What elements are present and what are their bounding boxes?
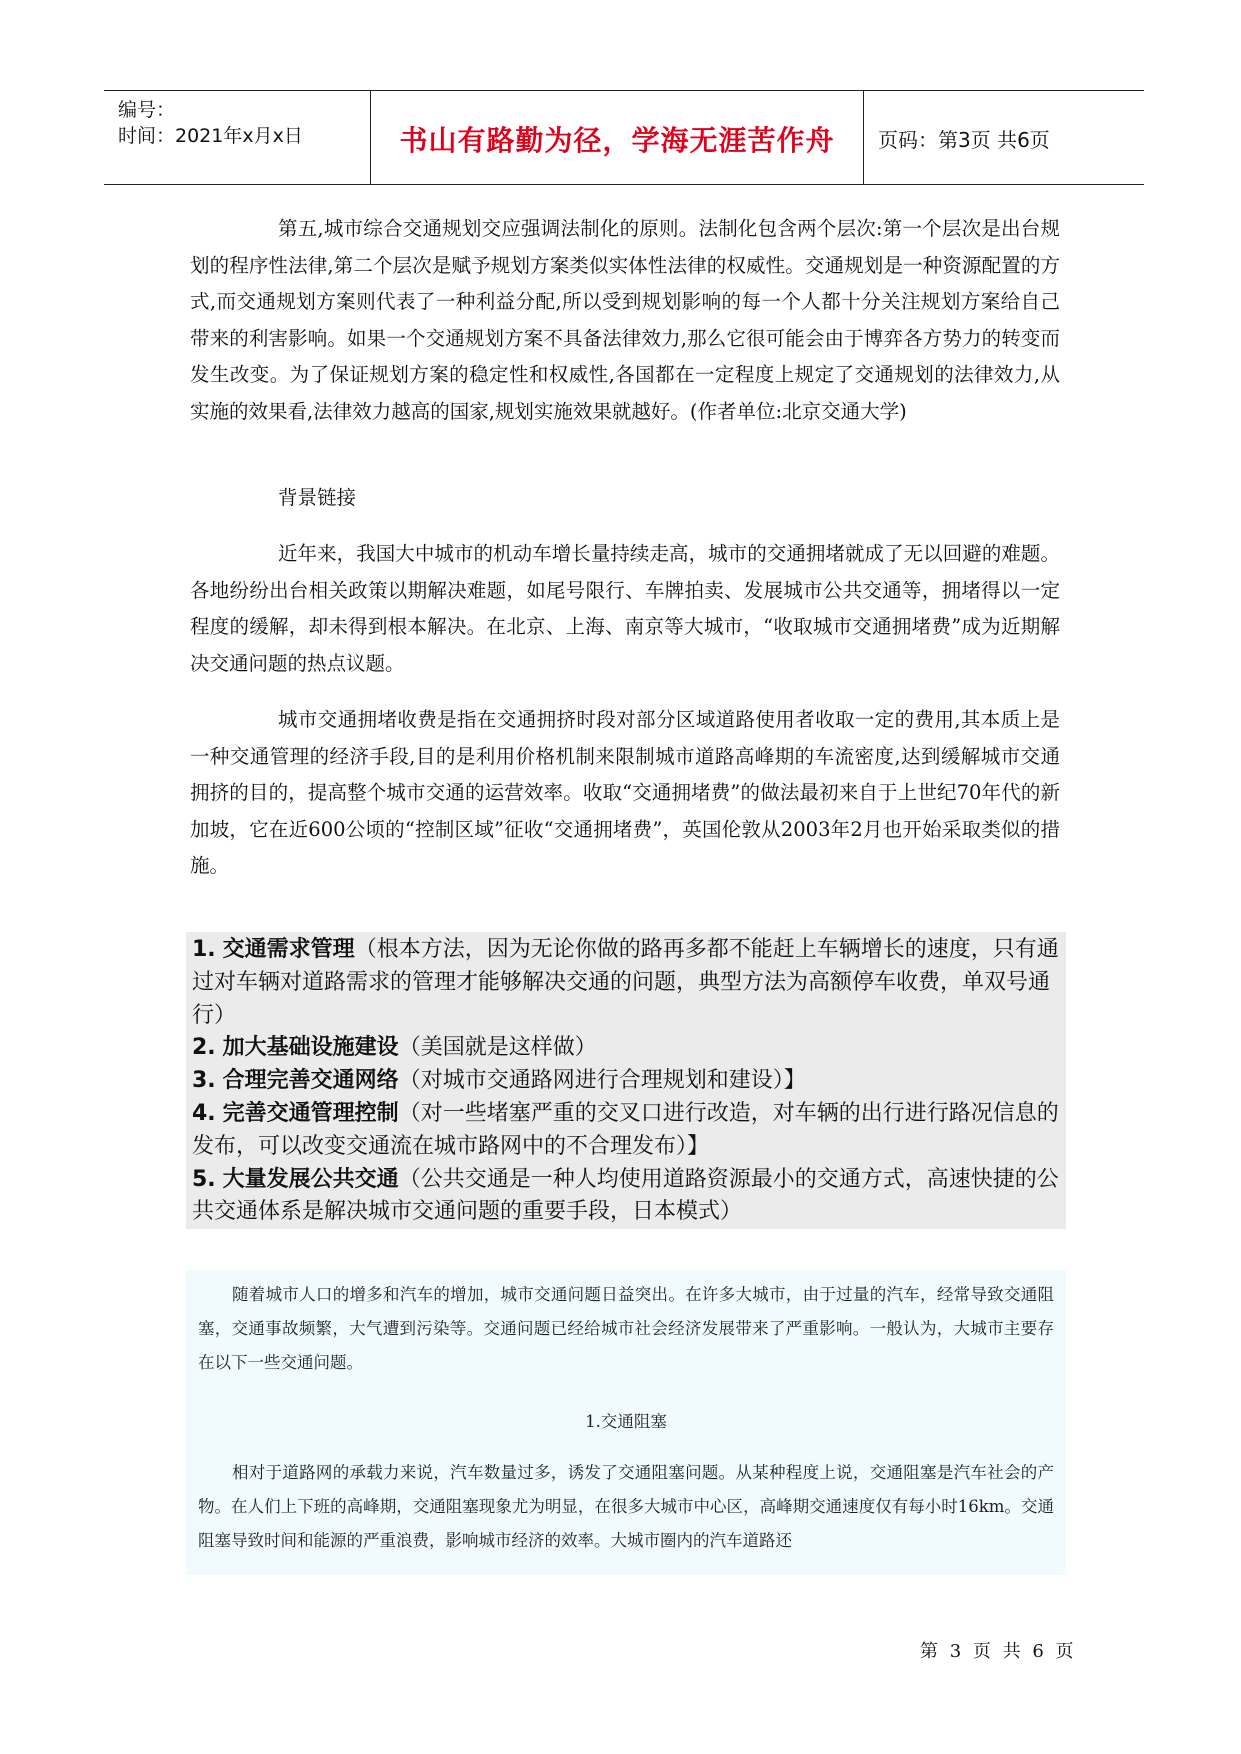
measure-item <box>192 934 1062 1032</box>
panel-body: 相对于道路网的承载力来说，汽车数量过多，诱发了交通阻塞问题。从某种程度上说，交通阻塞是汽车社会的产物。在人们上下班的高峰期，交通阻塞现象尤为明显，在很多大城市中心区，高峰期交通速度仅有每小时16km。交通阻塞导致时间和能源的严重浪费，影响城市经济的效率。大城市圈内的汽车道路还 <box>198 1463 1054 1550</box>
measure-desc: （美国就是这样做） <box>398 1035 597 1061</box>
paragraph-principle-five: 第五,城市综合交通规划交应强调法制化的原则。法制化包含两个层次:第一个层次是出台规划的程序性法律,第二个层次是赋予规划方案类似实体性法律的权威性。交通规划是一种资源配置的方式,而交通规划方案则代表了一种利益分配,所以受到规划影响的每一个人都十分关注规划方案给自己带来的利害影响。如果一个交通规划方案不具备法律效力,那么它很可能会由于博弈各方势力的转变而发生改变。为了保证规划方案的稳定性和权威性,各国都在一定程度上规定了交通规划的法律效力,从实施的效果看,法律效力越高的国家,规划实施效果就越好。(作者单位:北京交通大学) <box>190 217 1060 423</box>
measures-list <box>186 932 1066 1229</box>
paragraph-congestion-fee: 城市交通拥堵收费是指在交通拥挤时段对部分区域道路使用者收取一定的费用,其本质上是一种交通管理的经济手段,目的是利用价格机制来限制城市道路高峰期的车流密度,达到缓解城市交通拥挤的目的，提高整个城市交通的运营效率。收取“交通拥堵费”的做法最初来自于上世纪70年代的新加坡，它在近600公顷的“控制区域”征收“交通拥堵费”，英国伦敦从2003年2月也开始采取类似的措施。 <box>190 708 1060 877</box>
measure-number: 4. <box>192 1100 216 1126</box>
page-header <box>104 90 1144 185</box>
measure-item <box>192 1098 1062 1164</box>
measure-title: 合理完善交通网络 <box>222 1068 399 1094</box>
subheading-background: 背景链接 <box>278 486 357 509</box>
measure-title: 交通需求管理 <box>222 937 355 962</box>
measure-number: 5. <box>192 1166 216 1192</box>
measure-item <box>192 1065 1062 1098</box>
measure-desc: （根本方法，因为无论你做的路再多都不能赶上车辆增长的速度，只有通过对车辆对道路需求的管理才能够解决交通的问题，典型方法为高额停车收费，单双号通行） <box>192 937 1059 1028</box>
measure-title: 完善交通管理控制 <box>222 1100 399 1126</box>
traffic-problems-panel <box>186 1270 1066 1575</box>
time-label: 时间：2021年x月x日 <box>118 125 303 147</box>
panel-heading: 1.交通阻塞 <box>585 1412 667 1431</box>
measure-desc: （公共交通是一种人均使用道路资源最小的交通方式，高速快捷的公共交通体系是解决城市交通问题的重要手段，日本模式） <box>192 1166 1059 1225</box>
page-footer: 第 3 页 共 6 页 <box>920 1641 1074 1662</box>
page-label: 页码：第3页 共6页 <box>878 128 1050 152</box>
header-page-cell <box>864 91 1144 184</box>
measure-title: 大量发展公共交通 <box>222 1166 399 1192</box>
panel-intro: 随着城市人口的增多和汽车的增加，城市交通问题日益突出。在许多大城市，由于过量的汽车，经常导致交通阻塞，交通事故频繁，大气遭到污染等。交通问题已经给城市社会经济发展带来了严重影响。一般认为，大城市主要存在以下一些交通问题。 <box>198 1285 1054 1372</box>
measure-item <box>192 1164 1062 1230</box>
paragraph-congestion-intro: 近年来，我国大中城市的机动车增长量持续走高，城市的交通拥堵就成了无以回避的难题。各地纷纷出台相关政策以期解决难题，如尾号限行、车牌拍卖、发展城市公共交通等，拥堵得以一定程度的缓解，却未得到根本解决。在北京、上海、南京等大城市，“收取城市交通拥堵费”成为近期解决交通问题的热点议题。 <box>190 542 1060 675</box>
measure-title: 加大基础设施建设 <box>222 1035 399 1061</box>
header-motto-cell <box>371 91 864 184</box>
measure-item <box>192 1032 1062 1065</box>
serial-label: 编号： <box>118 99 176 121</box>
measure-number: 3. <box>192 1068 216 1094</box>
measure-number: 2. <box>192 1035 216 1061</box>
measure-desc: （对城市交通路网进行合理规划和建设）】 <box>398 1068 806 1094</box>
motto: 书山有路勤为径，学海无涯苦作舟 <box>399 124 835 157</box>
header-info-cell <box>104 91 371 184</box>
measure-number: 1. <box>192 937 216 962</box>
measure-desc: （对一些堵塞严重的交叉口进行改造，对车辆的出行进行路况信息的发布，可以改变交通流在城市路网中的不合理发布）】 <box>192 1100 1059 1159</box>
